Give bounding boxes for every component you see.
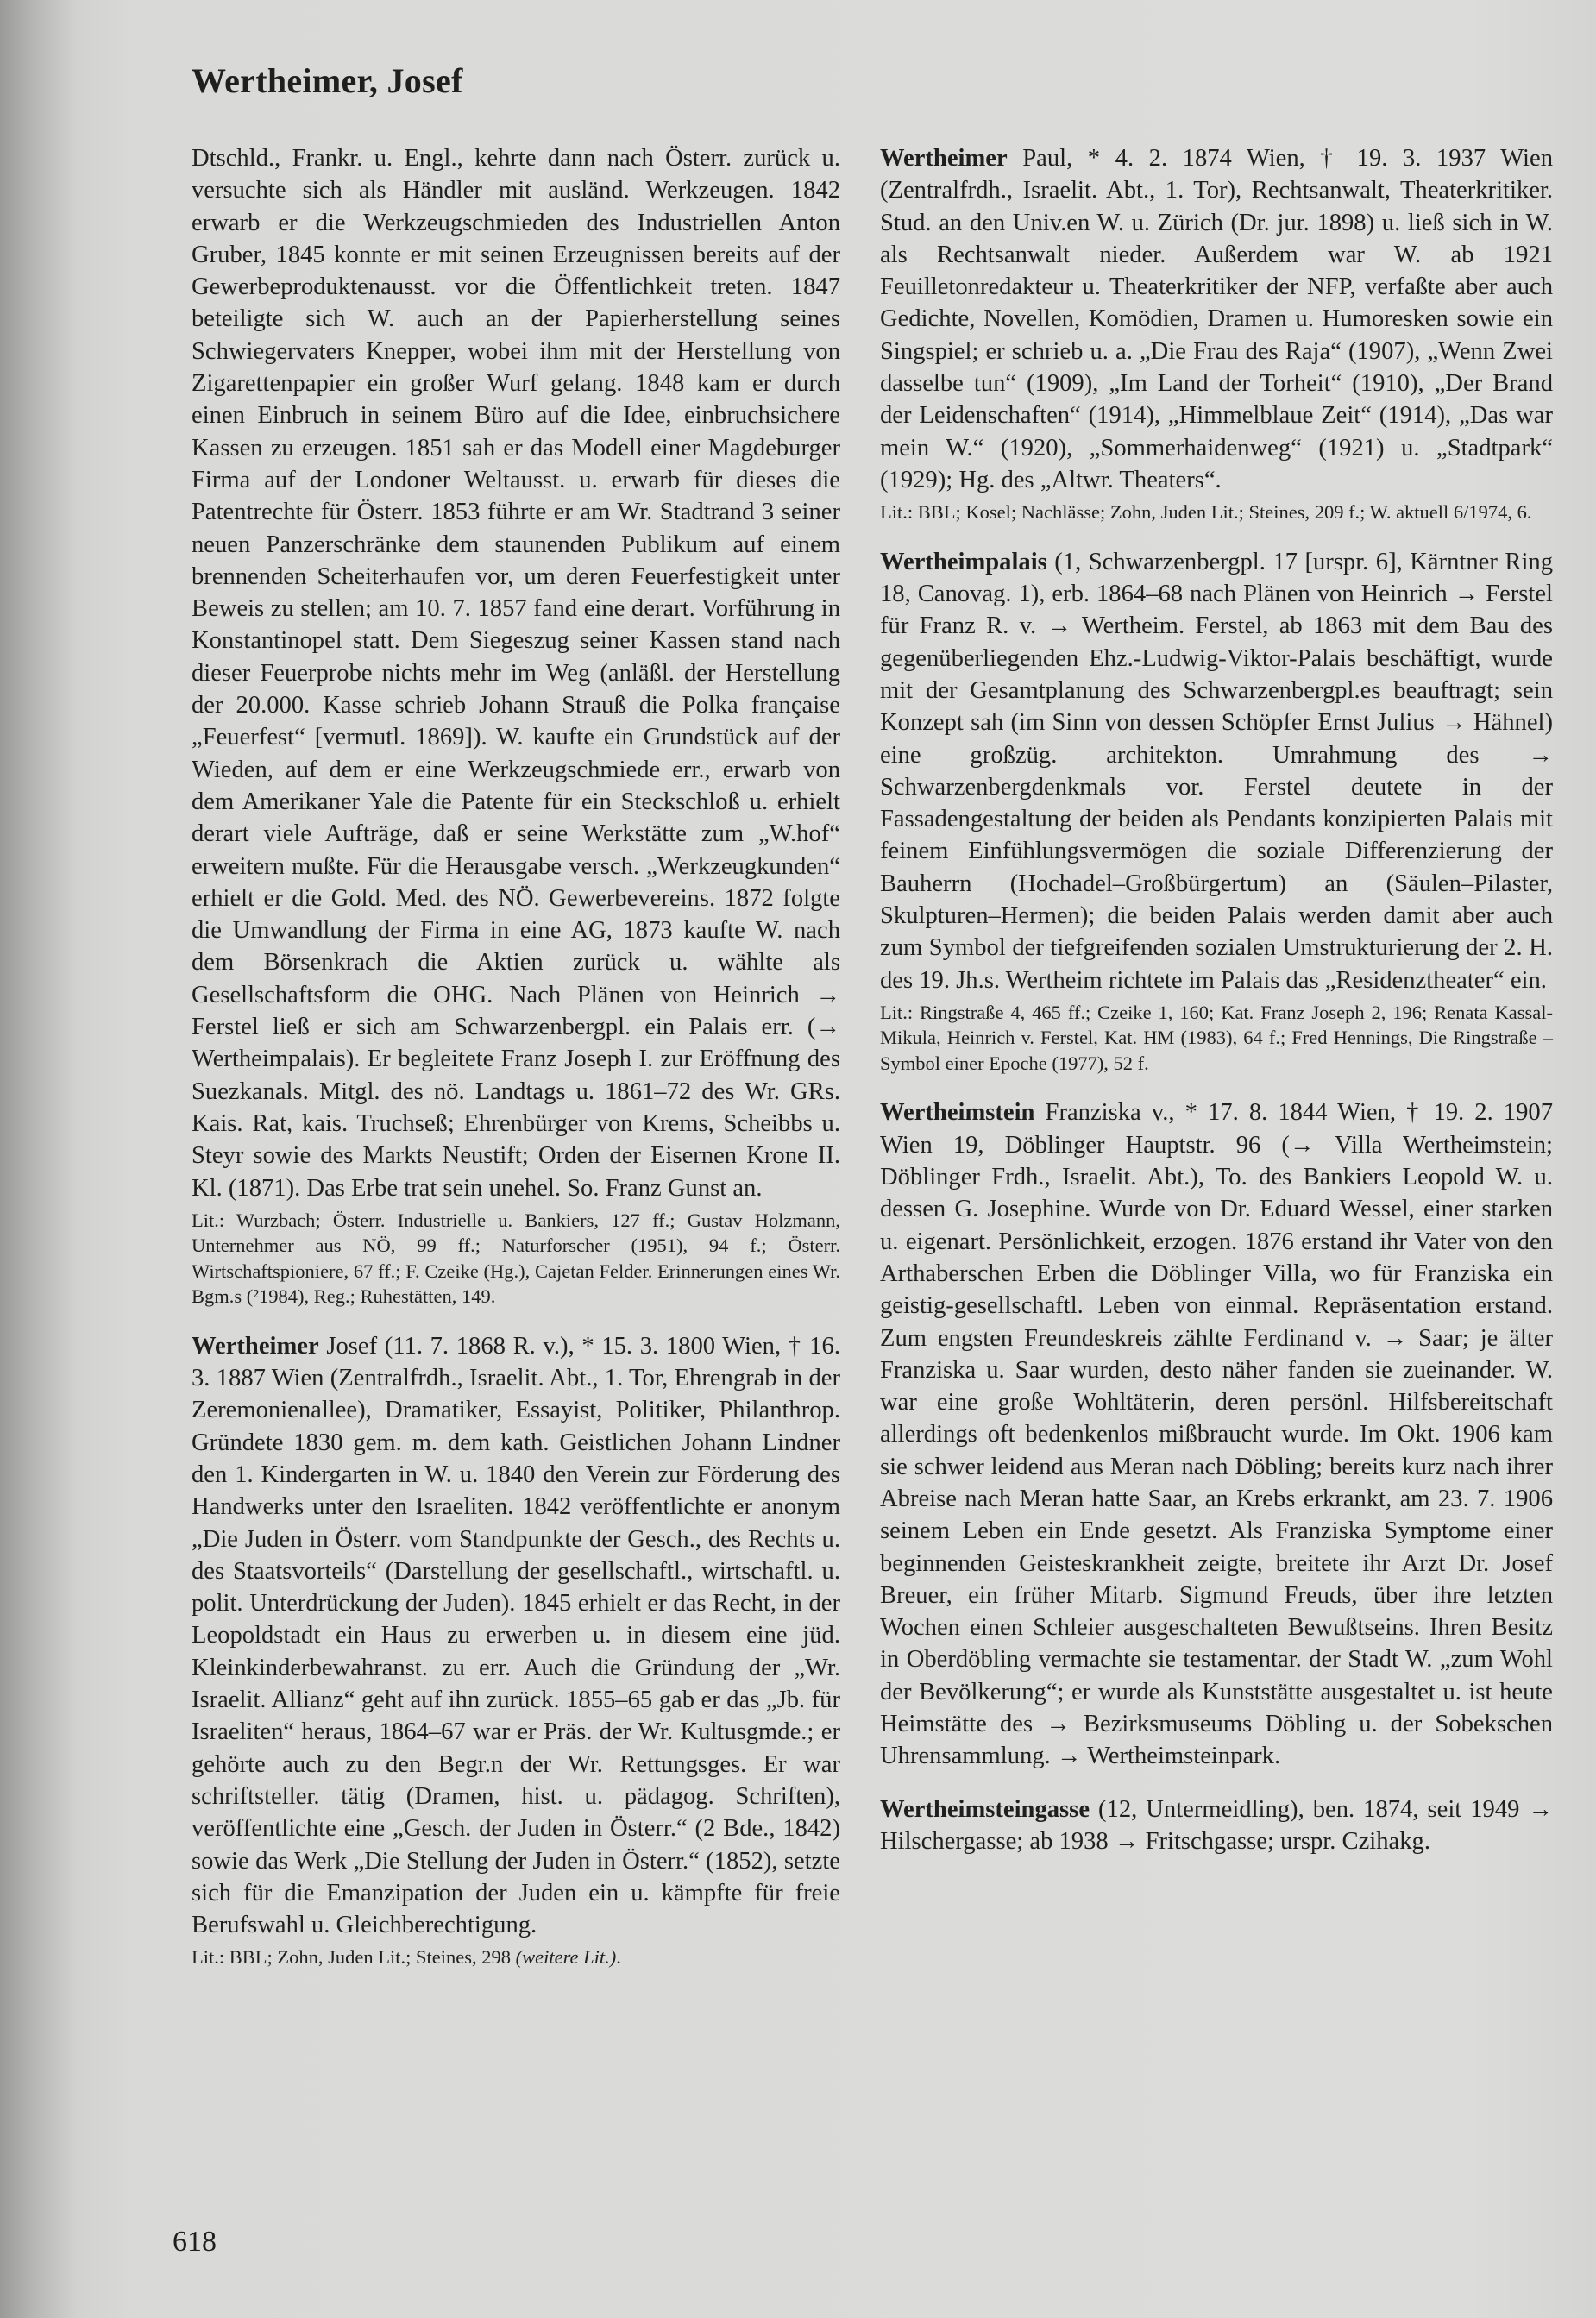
page-number: 618 — [173, 2226, 217, 2258]
running-head: Wertheimer, Josef — [192, 61, 463, 100]
entry-text: (12, Untermeidling), ben. 1874, seit 1949 → Hilschergasse; ab 1938 → Fritschgasse; urspr. Czihakg. — [880, 1795, 1553, 1855]
headword: Wertheimpalais — [880, 548, 1047, 575]
literature-note: Lit.: Ringstraße 4, 465 ff.; Czeike 1, 160; Kat. Franz Joseph 2, 196; Renata Kassal-Mikula, Heinrich v. Ferstel, Kat. HM (1983), 64 f.; Fred Hennings, Die Ringstraße – Symbol einer Epoche (1977), 52 f. — [880, 1001, 1553, 1074]
entry-text: Josef (11. 7. 1868 R. v.), * 15. 3. 1800 Wien, † 16. 3. 1887 Wien (Zentralfrdh., Israelit. Abt., 1. Tor, Ehrengrab in der Zeremonienallee), Dramatiker, Essayist, Politiker, Philanthrop. Gründete 1830 gem. m. dem kath. Geistlichen Johann Lindner den 1. Kindergarten in W. u. 1840 den Verein zur Förderung des Handwerks unter den Israeliten. 1842 veröffentlichte er anonym „Die Juden in Österr. vom Standpunkte der Gesch., des Rechts u. des Staatsvorteils“ (Darstellung der gesellschaftl., wirtschaftl. u. polit. Unterdrückung der Juden). 1845 erhielt er das Recht, in der Leopoldstadt ein Haus zu erwerben u. in diesem eine jüd. Kleinkinderbewahranst. zu err. Auch die Gründung der „Wr. Israelit. Allianz“ geht auf ihn zurück. 1855–65 gab er das „Jb. für Israeliten“ heraus, 1864–67 war er Präs. der Wr. Kultusgmde.; er gehörte auch zu den Begr.n der Wr. Rettungsges. Er war schriftsteller. tätig (Dramen, hist. u. pädagog. Schriften), veröffentlichte eine „Gesch. der Juden in Österr.“ (2 Bde., 1842) sowie das Werk „Die Stellung der Juden in Österr.“ (1852), setzte sich für die Emanzipation der Juden ein u. kämpfte für freie Berufswahl u. Gleichberechtigung. — [192, 1332, 840, 1939]
literature-note — [192, 1944, 840, 1970]
entry-continuation: Dtschld., Frankr. u. Engl., kehrte dann nach Österr. zurück u. versuchte sich als Händler mit ausländ. Werkzeugen. 1842 erwarb er die Werkzeugschmieden des Industriellen Anton Gruber, 1845 konnte er mit seinen Erzeugnissen bereits auf der Gewerbeproduktenausst. vor die Öffentlichkeit treten. 1847 beteiligte sich W. auch an der Papierherstellung seines Schwiegervaters Knepper, wobei ihm mit der Herstellung von Zigarettenpapier ein großer Wurf gelang. 1848 kam er durch einen Einbruch in seinem Büro auf die Idee, einbruchsichere Kassen zu erzeugen. 1851 sah er das Modell einer Magdeburger Firma auf der Londoner Weltausst. u. erwarb für dieses die Patentrechte für Österr. 1853 führte er am Wr. Stadtrand 3 seiner neuen Panzerschränke dem staunenden Publikum auf einem brennenden Scheiterhaufen vor, um deren Feuerfestigkeit unter Beweis zu stellen; am 10. 7. 1857 fand eine derart. Vorführung in Konstantinopel statt. Dem Siegeszug seiner Kassen stand nach dieser Feuerprobe nichts mehr im Weg (anläßl. der Herstellung der 20.000. Kasse schrieb Johann Strauß die Polka française „Feuerfest“ [vermutl. 1869]). W. kaufte ein Grundstück auf der Wieden, auf dem er eine Werkzeugschmiede err., erwarb von dem Amerikaner Yale die Patente für ein Steckschloß u. erhielt derart viele Aufträge, daß er seine Werkstätte zum „W.hof“ erweitern mußte. Für die Herausgabe versch. „Werkzeugkunden“ erhielt er die Gold. Med. des NÖ. Gewerbevereins. 1872 folgte die Umwandlung der Firma in eine AG, 1873 kaufte W. nach dem Börsenkrach die Aktien zurück u. wählte als Gesellschaftsform die OHG. Nach Plänen von Heinrich → Ferstel ließ er sich am Schwarzenbergpl. ein Palais err. (→ Wertheimpalais). Er begleitete Franz Joseph I. zur Eröffnung des Suezkanals. Mitgl. des nö. Landtags u. 1861–72 des Wr. GRs. Kais. Rat, kais. Truchseß; Ehrenbürger von Krems, Scheibbs u. Steyr sowie des Markts Neustift; Orden der Eisernen Krone II. Kl. (1871). Das Erbe trat sein unehel. So. Franz Gunst an. — [192, 145, 840, 1202]
literature-note: Lit.: Wurzbach; Österr. Industrielle u. Bankiers, 127 ff.; Gustav Holzmann, Unternehmer aus NÖ, 99 ff.; Naturforscher (1951), 94 f.; Österr. Wirtschaftspioniere, 67 ff.; F. Czeike (Hg.), Cajetan Felder. Erinnerungen eines Wr. Bgm.s (²1984), Reg.; Ruhestätten, 149. — [192, 1209, 840, 1308]
headword: Wertheimsteingasse — [880, 1795, 1090, 1823]
entry-text: Franziska v., * 17. 8. 1844 Wien, † 19. 2. 1907 Wien 19, Döblinger Hauptstr. 96 (→ Villa Wertheimstein; Döblinger Frdh., Israelit. Abt.), To. des Bankiers Leopold W. u. dessen G. Josephine. Wurde von Dr. Eduard Wessel, einer starken u. eigenart. Persönlichkeit, erzogen. 1876 erstand ihr Vater von den Arthaberschen Erben die Döblinger Villa, wo für Franziska ein geistig-gesellschaftl. Leben von einmal. Repräsentation erstand. Zum engsten Freundeskreis zählte Ferdinand v. → Saar; je älter Franziska u. Saar wurden, desto näher fanden sie zueinander. W. war eine große Wohltäterin, deren persönl. Hilfsbereitschaft allerdings oft bedenkenlos mißbraucht wurde. Im Okt. 1906 kam sie schwer leidend aus Meran nach Döbling; bereits kurz nach ihrer Abreise nach Meran hatte Saar, an Krebs erkrankt, am 23. 7. 1906 seinem Leben ein Ende gesetzt. Als Franziska Symptome einer beginnenden Geisteskrankheit zeigte, breitete ihr Arzt Dr. Josef Breuer, ein früher Mitarb. Sigmund Freuds, über ihre letzten Wochen einen Schleier ausgeschalteten Bewußtseins. Ihren Besitz in Oberdöbling vermachte sie testamentar. der Stadt W. „zum Wohl der Bevölkerung“; er wurde als Kunststätte ausgestaltet u. ist heute Heimstätte des → Bezirksmuseums Döbling u. der Sobekschen Uhrensammlung. → Wertheimsteinpark. — [880, 1099, 1553, 1770]
lit-text: Lit.: BBL; Zohn, Juden Lit.; Steines, 298 — [192, 1946, 516, 1969]
entry-text: (1, Schwarzenbergpl. 17 [urspr. 6], Kärntner Ring 18, Canovag. 1), erb. 1864–68 nach Plänen von Heinrich → Ferstel für Franz R. v. → Wertheim. Ferstel, ab 1863 mit dem Bau des gegenüberliegenden Ehz.-Ludwig-Viktor-Palais beschäftigt, wurde mit der Gesamtplanung des Schwarzenbergpl.es beauftragt; sein Konzept sah (im Sinn von dessen Schöpfer Ernst Julius → Hähnel) eine großzüg. architekton. Umrahmung des → Schwarzenbergdenkmals vor. Ferstel deutete in der Fassadengestaltung der beiden als Pendants konzipierten Palais mit feinem Einfühlungsvermögen die soziale Differenzierung der Bauherrn (Hochadel–Großbürgertum) an (Säulen–Pilaster, Skulpturen–Hermen); die beiden Palais werden damit aber auch zum Symbol der tiefgreifenden sozialen Umstrukturierung der 2. H. des 19. Jh.s. Wertheim richtete im Palais das „Residenztheater“ ein. — [880, 548, 1553, 994]
entry-wertheimstein-franziska — [880, 1096, 1553, 1772]
entry-text: Paul, * 4. 2. 1874 Wien, † 19. 3. 1937 Wien (Zentralfrdh., Israelit. Abt., 1. Tor), Rechtsanwalt, Theaterkritiker. Stud. an den Univ.en W. u. Zürich (Dr. jur. 1898) u. ließ sich in W. als Rechtsanwalt nieder. Außerdem war W. ab 1921 Feuilletonredakteur u. Theaterkritiker der NFP, verfaßte aber auch Gedichte, Novellen, Komödien, Dramen u. Humoresken sowie ein Singspiel; er schrieb u. a. „Die Frau des Raja“ (1907), „Wenn Zwei dasselbe tun“ (1909), „Im Land der Torheit“ (1910), „Der Brand der Leidenschaften“ (1914), „Himmelblaue Zeit“ (1914), „Das war mein W.“ (1920), „Sommerhaidenweg“ (1921) u. „Stadtpark“ (1929); Hg. des „Altwr. Theaters“. — [880, 145, 1553, 493]
headword: Wertheimstein — [880, 1099, 1035, 1127]
lit-italic: (weitere Lit.) — [515, 1946, 617, 1969]
left-column — [192, 142, 840, 1970]
entry-wertheimpalais — [880, 546, 1553, 996]
headword: Wertheimer — [192, 1332, 319, 1360]
literature-note: Lit.: BBL; Kosel; Nachlässe; Zohn, Juden Lit.; Steines, 209 f.; W. aktuell 6/1974, 6. — [880, 501, 1532, 524]
lit-end: . — [616, 1946, 621, 1969]
entry-wertheimsteingasse — [880, 1793, 1553, 1858]
headword: Wertheimer — [880, 145, 1008, 172]
entry-wertheimer-paul — [880, 142, 1553, 496]
right-column — [880, 142, 1553, 1857]
entry-wertheimer-josef — [192, 1330, 840, 1942]
